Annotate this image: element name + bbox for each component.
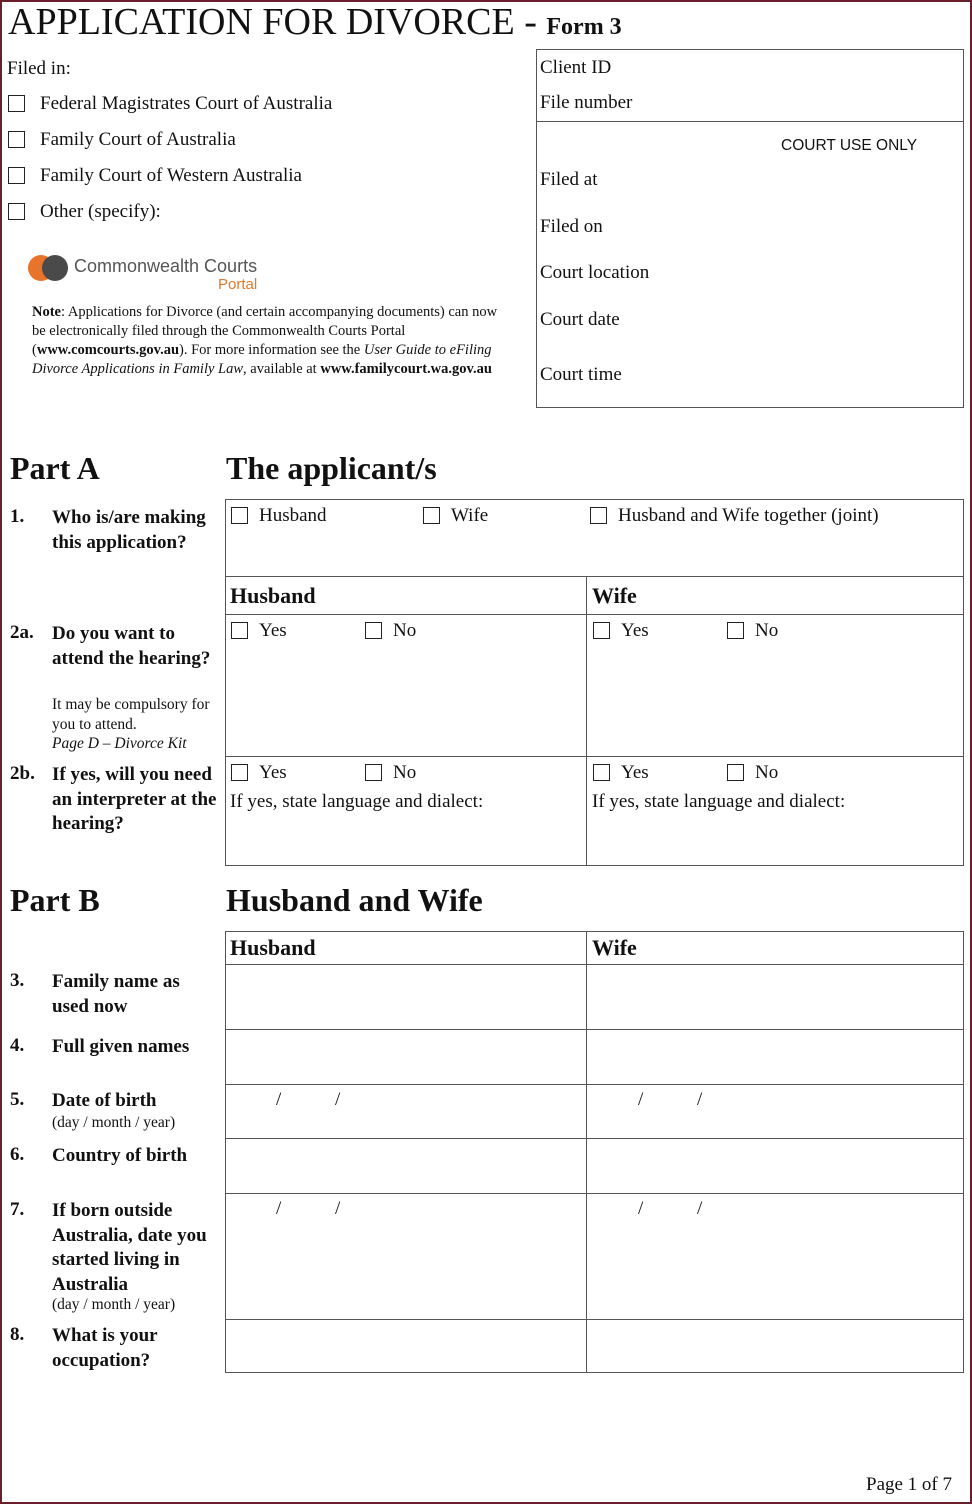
court-use-only-label: COURT USE ONLY [781, 137, 918, 154]
wife-arrival-date-field[interactable] [588, 1195, 962, 1317]
logo-line1: Commonwealth Courts [74, 256, 258, 276]
q7-number: 7. [10, 1199, 25, 1220]
part-b-label: Part B [10, 882, 100, 918]
wife-attend-no-checkbox[interactable] [727, 622, 744, 639]
filed-at-label: Filed at [540, 169, 598, 190]
husband-attend-no-label: No [393, 620, 417, 641]
part-a-row-line [225, 756, 964, 757]
q2b-text: If yes, will you need an interpreter at the hearing? [52, 764, 217, 834]
part-a-heading: The applicant/s [226, 450, 437, 486]
husband-country-of-birth-field[interactable] [227, 1140, 584, 1191]
other-court-label: Other (specify): [40, 201, 161, 222]
wife-attend-yes-checkbox[interactable] [593, 622, 610, 639]
part-b-row-line [225, 1193, 964, 1194]
court-location-label: Court location [540, 262, 650, 283]
efiling-note: Note: Applications for Divorce (and certain accompanying documents) can now be electronically filed through the Commonwealth Courts Portal (www.comcourts.gov.au). For more information see the User Guide to eFiling Divorce Applications in Family Law, available at www.familycourt.wa.gov.au [32, 304, 498, 377]
wife-given-names-field[interactable] [588, 1031, 962, 1082]
part-b-row-line [225, 1138, 964, 1139]
husband-attend-no-checkbox[interactable] [365, 622, 382, 639]
husband-language-prompt: If yes, state language and dialect: [230, 791, 484, 812]
applicant-husband-checkbox[interactable] [231, 507, 248, 524]
commonwealth-courts-portal-logo [26, 245, 266, 295]
q7-text: If born outside Australia, date you started living in Australia [52, 1200, 207, 1295]
husband-given-names-field[interactable] [227, 1031, 584, 1082]
federal-magistrates-label: Federal Magistrates Court of Australia [40, 93, 333, 114]
applicant-joint-label: Husband and Wife together (joint) [618, 505, 879, 526]
portal-logo-icon [26, 250, 76, 290]
wife-attend-yes-label: Yes [621, 620, 649, 641]
wife-interpreter-yes-checkbox[interactable] [593, 764, 610, 781]
other-court-checkbox[interactable] [8, 203, 25, 220]
q2a-note: It may be compulsory for you to attend. [52, 696, 210, 733]
part-a-husband-header: Husband [230, 583, 316, 608]
husband-dob-field[interactable] [227, 1086, 584, 1136]
part-a-wife-header: Wife [592, 583, 637, 608]
q3-number: 3. [10, 970, 25, 991]
q1-text: Who is/are making this application? [52, 507, 206, 553]
wife-country-of-birth-field[interactable] [588, 1140, 962, 1191]
client-id-label: Client ID [540, 57, 612, 78]
filed-on-label: Filed on [540, 216, 603, 237]
q5-text: Date of birth [52, 1090, 157, 1111]
part-b-husband-header: Husband [230, 935, 316, 960]
applicant-wife-checkbox[interactable] [423, 507, 440, 524]
part-b-row-line [225, 1029, 964, 1030]
wife-interpreter-yes-label: Yes [621, 762, 649, 783]
part-b-row-line [225, 1084, 964, 1085]
husband-interpreter-yes-label: Yes [259, 762, 287, 783]
part-b-col-line [586, 931, 587, 1373]
husband-interpreter-no-label: No [393, 762, 417, 783]
court-time-label: Court time [540, 364, 622, 385]
federal-magistrates-checkbox[interactable] [8, 95, 25, 112]
wife-interpreter-no-label: No [755, 762, 779, 783]
applicant-wife-label: Wife [451, 505, 489, 526]
part-b-wife-header: Wife [592, 935, 637, 960]
logo-line2: Portal [218, 276, 258, 293]
q5-format-hint: (day / month / year) [52, 1114, 176, 1131]
q6-text: Country of birth [52, 1145, 188, 1166]
wife-arrival-slash: / [697, 1198, 703, 1219]
wife-dob-slash: / [697, 1089, 703, 1110]
wife-family-name-field[interactable] [588, 966, 962, 1027]
file-number-label: File number [540, 92, 633, 113]
husband-interpreter-no-checkbox[interactable] [365, 764, 382, 781]
husband-arrival-date-field[interactable] [227, 1195, 584, 1317]
family-court-checkbox[interactable] [8, 131, 25, 148]
wife-interpreter-no-checkbox[interactable] [727, 764, 744, 781]
part-b-row-line [225, 964, 964, 965]
q8-number: 8. [10, 1324, 25, 1345]
part-a-col-line [586, 576, 587, 866]
husband-family-name-field[interactable] [227, 966, 584, 1027]
q2a-text: Do you want to attend the hearing? [52, 623, 211, 669]
comcourts-url: www.comcourts.gov.au [36, 342, 180, 358]
husband-dob-slash: / [276, 1089, 282, 1110]
q8-text: What is your occupation? [52, 1325, 158, 1371]
q6-number: 6. [10, 1144, 25, 1165]
q4-number: 4. [10, 1035, 25, 1056]
husband-arrival-slash: / [335, 1198, 341, 1219]
husband-arrival-slash: / [276, 1198, 282, 1219]
part-b-heading: Husband and Wife [226, 882, 483, 918]
wife-occupation-field[interactable] [588, 1321, 962, 1371]
familycourt-url: www.familycourt.wa.gov.au [320, 361, 492, 377]
part-a-row-line [225, 576, 964, 577]
q2a-kit-reference: Page D – Divorce Kit [52, 735, 187, 752]
part-a-row-line [225, 614, 964, 615]
family-court-wa-checkbox[interactable] [8, 167, 25, 184]
q5-number: 5. [10, 1089, 25, 1110]
q3-text: Family name as used now [52, 971, 180, 1017]
page-number: Page 1 of 7 [866, 1474, 953, 1495]
family-court-label: Family Court of Australia [40, 129, 236, 150]
husband-dob-slash: / [335, 1089, 341, 1110]
wife-arrival-slash: / [638, 1198, 644, 1219]
court-box-divider [536, 121, 964, 122]
q1-number: 1. [10, 506, 25, 527]
wife-dob-field[interactable] [588, 1086, 962, 1136]
part-a-label: Part A [10, 450, 100, 486]
applicant-joint-checkbox[interactable] [590, 507, 607, 524]
filed-in-label: Filed in: [7, 58, 71, 79]
applicant-husband-label: Husband [259, 505, 327, 526]
husband-attend-yes-label: Yes [259, 620, 287, 641]
husband-interpreter-yes-checkbox[interactable] [231, 764, 248, 781]
family-court-wa-label: Family Court of Western Australia [40, 165, 302, 186]
form-title: APPLICATION FOR DIVORCE - Form 3 [8, 1, 622, 43]
q4-text: Full given names [52, 1036, 190, 1057]
wife-language-prompt: If yes, state language and dialect: [592, 791, 846, 812]
part-b-row-line [225, 1319, 964, 1320]
wife-attend-no-label: No [755, 620, 779, 641]
q7-format-hint: (day / month / year) [52, 1296, 176, 1313]
husband-occupation-field[interactable] [227, 1321, 584, 1371]
q2a-number: 2a. [10, 622, 34, 643]
husband-attend-yes-checkbox[interactable] [231, 622, 248, 639]
court-date-label: Court date [540, 309, 620, 330]
wife-dob-slash: / [638, 1089, 644, 1110]
q2b-number: 2b. [10, 763, 35, 784]
